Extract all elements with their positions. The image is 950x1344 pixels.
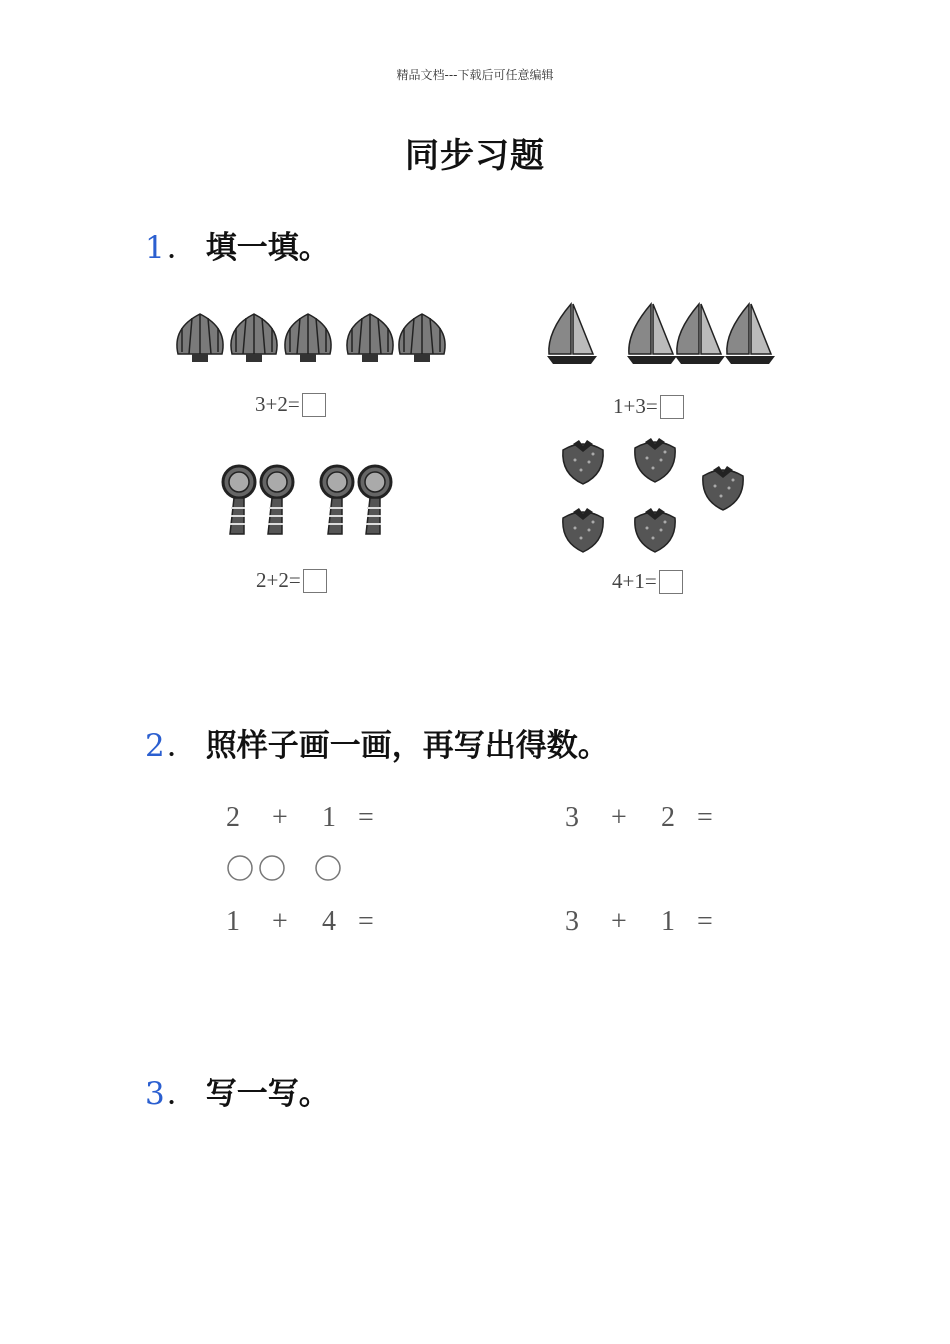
question-number: 1 [145, 230, 165, 266]
equation-shells [255, 392, 326, 417]
rattle-icon [261, 466, 293, 534]
rattle-icon [359, 466, 391, 534]
equation-boats [613, 394, 684, 419]
circle-icon [260, 856, 284, 880]
sailboat-icon [675, 304, 725, 364]
equation-row2-left [226, 906, 406, 940]
operand-b: 1 [322, 802, 336, 833]
sailboat-icon [547, 304, 597, 364]
operator: + [272, 906, 288, 937]
header-note: 精品文档---下载后可任意编辑 [396, 68, 554, 82]
operand-a: 1 [226, 906, 240, 937]
equals-sign: = [697, 906, 713, 937]
shell-icon [347, 314, 393, 362]
equation-row1-left [226, 802, 406, 836]
question-number: 2 [145, 728, 165, 764]
rattle-icon [223, 466, 255, 534]
strawberry-icon [563, 440, 603, 484]
sailboat-icon [725, 304, 775, 364]
equation-row1-right [565, 802, 745, 836]
question-2-heading [145, 720, 609, 765]
strawberry-icon [635, 438, 675, 482]
question-dot: ． [166, 230, 198, 266]
equals-sign: = [697, 802, 713, 833]
question-text: 写一写。 [205, 1076, 330, 1112]
operand-a: 3 [565, 802, 579, 833]
question-dot: ． [166, 728, 198, 764]
question-3-heading [145, 1068, 330, 1113]
operand-b: 2 [661, 802, 675, 833]
equation-text: 2+2= [256, 568, 301, 592]
answer-box[interactable] [303, 569, 327, 593]
shell-icon [399, 314, 445, 362]
equals-sign: = [358, 802, 374, 833]
answer-box[interactable] [302, 393, 326, 417]
strawberry-icon [703, 466, 743, 510]
question-dot: ． [166, 1076, 198, 1112]
sailboats-illustration [545, 304, 785, 368]
answer-box[interactable] [660, 395, 684, 419]
shells-illustration [172, 308, 452, 368]
strawberry-icon [635, 508, 675, 552]
circle-icon [316, 856, 340, 880]
equation-rattles [256, 568, 327, 593]
equation-text: 1+3= [613, 394, 658, 418]
equation-row2-right [565, 906, 745, 940]
operator: + [272, 802, 288, 833]
operator: + [611, 802, 627, 833]
shell-icon [285, 314, 331, 362]
strawberry-icon [563, 508, 603, 552]
operand-a: 3 [565, 906, 579, 937]
question-number: 3 [145, 1076, 165, 1112]
shell-icon [231, 314, 277, 362]
operator: + [611, 906, 627, 937]
strawberries-illustration [555, 432, 755, 556]
rattles-illustration [215, 466, 405, 546]
circle-icon [228, 856, 252, 880]
equals-sign: = [358, 906, 374, 937]
question-1-heading [145, 222, 330, 267]
operand-a: 2 [226, 802, 240, 833]
question-text: 填一填。 [205, 230, 330, 266]
answer-box[interactable] [659, 570, 683, 594]
equation-text: 4+1= [612, 569, 657, 593]
sailboat-icon [627, 304, 677, 364]
rattle-icon [321, 466, 353, 534]
question-text: 照样子画一画，再写出得数。 [205, 728, 609, 764]
operand-b: 1 [661, 906, 675, 937]
shell-icon [177, 314, 223, 362]
operand-b: 4 [322, 906, 336, 937]
example-circles [224, 852, 354, 886]
equation-strawberries [612, 569, 683, 594]
page-title: 同步习题 [405, 136, 545, 176]
equation-text: 3+2= [255, 392, 300, 416]
